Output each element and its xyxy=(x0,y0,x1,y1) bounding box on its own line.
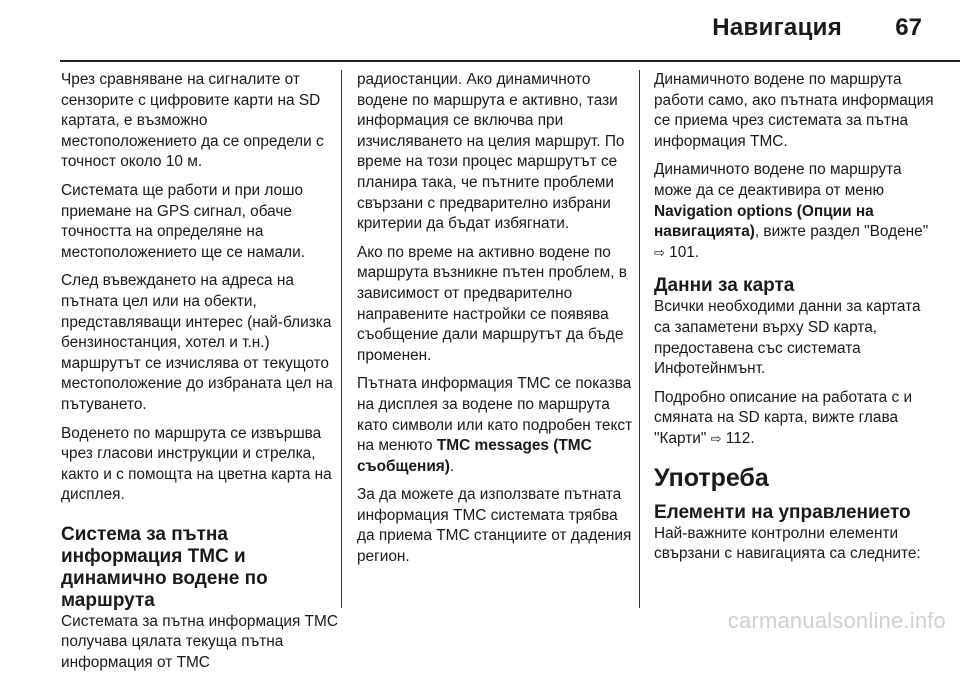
paragraph: След въвеждането на адреса на пътната цел или на обекти, представляващи интерес (най-близка бензиностанция, хотел и т.н.) маршрутът се изчислява от текущото местоположение до избраната цел на пътуването. xyxy=(61,272,333,413)
column-divider-2 xyxy=(639,70,640,608)
paragraph xyxy=(654,388,934,450)
paragraph: Ако по време на активно водене по маршрута възникне пътен проблем, в зависимост от предварително направените настройки се появява съобщение дали маршрутът да бъде променен. xyxy=(357,243,627,364)
header-divider xyxy=(60,60,960,62)
chapter-title-usage: Употреба xyxy=(654,463,769,492)
watermark: carmanualsonline.info xyxy=(727,608,946,633)
text: Подробно описание на работата с и смяната на SD карта, вижте глава "Карти" xyxy=(654,388,913,447)
menu-reference: Navigation options (Опции на навигацията) xyxy=(654,202,874,241)
paragraph: Системата ще работи и при лошо приемане на GPS сигнал, обаче точността на определяне на местоположението ще се намали. xyxy=(61,181,305,261)
page-number: 67 xyxy=(895,14,922,41)
page-ref-arrow-icon: ⇨ xyxy=(654,244,665,260)
page-header xyxy=(0,0,960,60)
column-1 xyxy=(61,70,341,682)
section-heading-controls: Елементи на управлението xyxy=(654,501,911,523)
text: Пътната информация TMC се показва на дисплея за водене по маршрута като символи или като подробен текст на менюто xyxy=(357,375,633,455)
paragraph: радиостанции. Ако динамичното водене по маршрута е активно, тази информация се включва при изчисляването на целия маршрут. По време на този процес маршрутът се планира така, че пътните проблеми свързани с предварително избрани критерии да бъдат избягнати. xyxy=(357,71,625,233)
paragraph: Воденето по маршрута се извършва чрез гласови инструкции и стрелка, както и с помощта на цветна карта на дисплея. xyxy=(61,424,332,504)
text: 112. xyxy=(721,429,755,447)
section-heading-map-data: Данни за карта xyxy=(654,275,795,297)
column-3 xyxy=(654,70,934,573)
paragraph xyxy=(357,374,637,477)
paragraph: За да можете да използвате пътната информация TMC системата трябва да приема TMC станциите от дадения регион. xyxy=(357,486,632,566)
paragraph: Всички необходими данни за картата са запаметени върху SD карта, предоставена със системата Инфотейнмънт. xyxy=(654,298,921,378)
paragraph: Системата за пътна информация TMC получава цялата текуща пътна информация от TMC xyxy=(61,612,338,672)
text: , вижте раздел "Водене" xyxy=(754,223,929,241)
paragraph: Динамичното водене по маршрута работи само, ако пътната информация се приема чрез системата за пътна информация TMC. xyxy=(654,71,934,150)
paragraph: Чрез сравняване на сигналите от сензорите с цифровите карти на SD картата, е възможно местоположението да се определи с точност около 10 м. xyxy=(61,71,324,171)
paragraph: Най-важните контролни елементи свързани с навигацията са следните: xyxy=(654,524,921,563)
menu-reference: TMC messages (TMC съобщения) xyxy=(357,437,592,475)
section-heading-tmc: Система за пътна информация TMC и динамично водене по маршрута xyxy=(61,523,268,611)
text: . xyxy=(449,457,455,475)
page-ref-arrow-icon: ⇨ xyxy=(710,430,722,446)
column-2 xyxy=(357,70,637,576)
page-title: Навигация xyxy=(712,14,842,41)
text: Динамичното водене по маршрута може да се деактивира от меню xyxy=(654,161,902,199)
text: 101. xyxy=(664,243,700,261)
column-divider-1 xyxy=(341,70,342,608)
paragraph xyxy=(654,160,934,263)
